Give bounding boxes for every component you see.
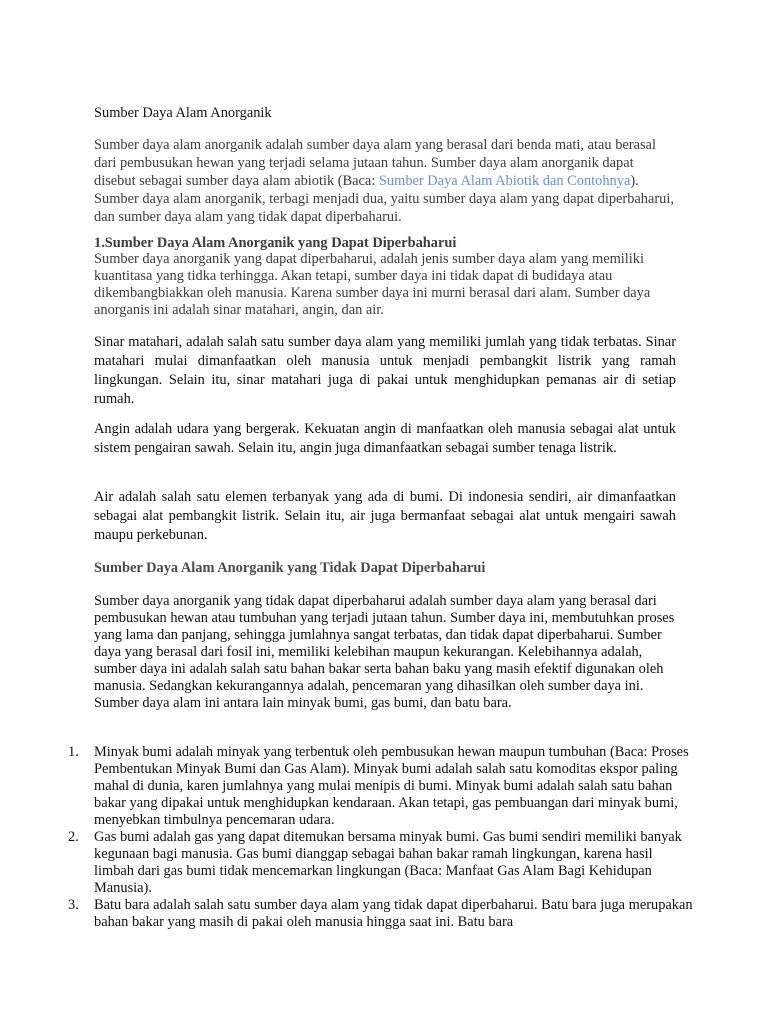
list-number: 3.: [68, 897, 79, 913]
list-item-minyak-bumi: [68, 744, 694, 829]
list-number: 1.: [68, 744, 79, 760]
angin-paragraph: Angin adalah udara yang bergerak. Kekuatan angin di manfaatkan oleh manusia sebagai alat untuk sistem pengairan sawah. Selain itu, angin juga dimanfaatkan sebagai sumber tenaga listrik.: [94, 421, 676, 456]
list-item-text: Gas bumi adalah gas yang dapat ditemukan bersama minyak bumi. Gas bumi sendiri memiliki banyak kegunaan bagi manusia. Gas bumi dianggap sebagai bahan bakar ramah lingkungan, karena hasil limbah dari gas bumi tidak mencemarkan lingkungan (Baca: Manfaat Gas Alam Bagi Kehidupan Manusia).: [94, 829, 682, 896]
sinar-matahari-paragraph: Sinar matahari, adalah salah satu sumber daya alam yang memiliki jumlah yang tidak terbatas. Sinar matahari mulai dimanfaatkan oleh manusia untuk menjadi pembangkit listrik yang ramah lingkungan. Selain itu, sinar matahari juga di pakai untuk menghidupkan pemanas air di setiap rumah.: [94, 334, 676, 407]
list-item-text: Minyak bumi adalah minyak yang terbentuk oleh pembusukan hewan maupun tumbuhan (Baca: Proses Pembentukan Minyak Bumi dan Gas Alam). Minyak bumi adalah salah satu komoditas ekspor paling mahal di dunia, karen jumlahnya yang mulai menipis di bumi. Minyak bumi adalah salah satu bahan bakar yang dipakai untuk menghidupkan kendaraan. Akan tetapi, gas pembuangan dari minyak bumi, menyebkan timbulnya pencemaran udara.: [94, 744, 689, 828]
list-number: 2.: [68, 829, 79, 845]
section1-body: Sumber daya anorganik yang dapat diperbaharui, adalah jenis sumber daya alam yang memiliki kuantitasa yang tidka terhingga. Akan tetapi, sumber daya ini tidak dapat di budidaya atau dikembangbiakkan oleh manusia. Karena sumber daya ini murni berasal dari alam. Sumber daya anorganis ini adalah sinar matahari, angin, dan air.: [94, 251, 651, 318]
list-item-gas-bumi: [68, 829, 694, 897]
intro-paragraph: [94, 136, 676, 226]
intro-text-before-link: Sumber daya alam anorganik adalah sumber daya alam yang berasal dari benda mati, atau berasal dari pembusukan hewan yang terjadi selama jutaan tahun. Sumber daya alam anorganik dapat disebut sebagai sumber daya alam abiotik (Baca:: [94, 137, 656, 189]
abiotik-link[interactable]: Sumber Daya Alam Abiotik dan Contohnya: [378, 173, 631, 189]
air-paragraph: Air adalah salah satu elemen terbanyak yang ada di bumi. Di indonesia sendiri, air dimanfaatkan sebagai alat pembangkit listrik. Selain itu, air juga bermanfaat sebagai alat untuk mengairi sawah maupu perkebunan.: [94, 489, 676, 543]
section1-heading: 1.Sumber Daya Alam Anorganik yang Dapat Diperbaharui: [94, 235, 457, 251]
document-title: Sumber Daya Alam Anorganik: [94, 105, 272, 121]
section2-body: Sumber daya anorganik yang tidak dapat diperbaharui adalah sumber daya alam yang berasal dari pembusukan hewan atau tumbuhan yang terjadi jutaan tahun. Sumber daya ini, membutuhkan proses yang lama dan panjang, sehingga jumlahnya sangat terbatas, dan tidak dapat diperbaharui. Sumber daya yang berasal dari fosil ini, memiliki kelebihan maupun kekurangan. Kelebihannya adalah, sumber daya ini adalah salah satu bahan bakar serta bahan baku yang masih efektif digunakan oleh manusia. Sedangkan kekurangannya adalah, pencemaran yang dihasilkan oleh sumber daya ini. Sumber daya alam ini antara lain minyak bumi, gas bumi, dan batu bara.: [94, 593, 675, 711]
list-item-batu-bara: [68, 897, 694, 931]
numbered-list: [68, 744, 694, 931]
list-item-text: Batu bara adalah salah satu sumber daya alam yang tidak dapat diperbaharui. Batu bara juga merupakan bahan bakar yang masih di pakai oleh manusia hingga saat ini. Batu bara: [94, 897, 693, 930]
section2-heading: Sumber Daya Alam Anorganik yang Tidak Dapat Diperbaharui: [94, 560, 486, 576]
intro-text-after-link: ). Sumber daya alam anorganik, terbagi menjadi dua, yaitu sumber daya alam yang dapat diperbaharui, dan sumber daya alam yang tidak dapat diperbaharui.: [94, 173, 674, 225]
